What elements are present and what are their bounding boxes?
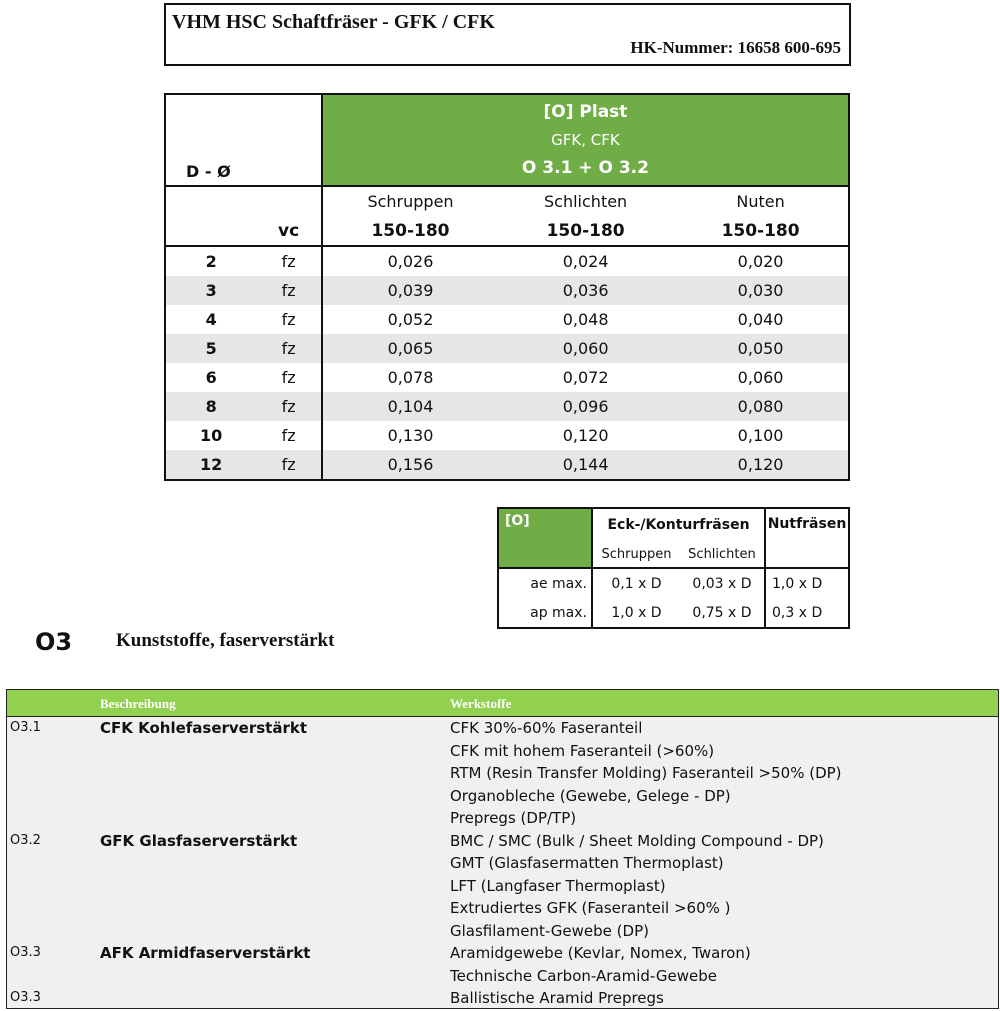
ae-max-schlichten: 0,03 x D (692, 575, 752, 592)
material-werkstoff: Prepregs (DP/TP) (450, 809, 577, 827)
material-werkstoff: Organobleche (Gewebe, Gelege - DP) (450, 786, 731, 805)
value-schlichten: 0,024 (562, 252, 609, 271)
value-nuten: 0,050 (673, 334, 849, 363)
value-schruppen: 0,156 (322, 450, 498, 480)
value-schlichten: 0,060 (498, 334, 673, 363)
list-item (7, 852, 998, 874)
document-title: VHM HSC Schaftfräser - GFK / CFK (172, 11, 495, 33)
table-row (165, 421, 849, 450)
list-item (7, 987, 998, 1009)
ap-max-nut: 0,3 x D (765, 598, 849, 628)
material-werkstoff: LFT (Langfaser Thermoplast) (450, 876, 666, 895)
material-description: CFK Kohlefaserverstärkt (100, 719, 308, 737)
material-code: O3.1 (10, 720, 41, 735)
cutting-data-table (164, 93, 850, 481)
diameter-cell: 3 (165, 276, 256, 305)
vc-value-schlichten: 150-180 (498, 216, 673, 246)
list-item (7, 830, 998, 852)
materials-list (6, 689, 999, 1009)
list-item (7, 965, 998, 987)
diameter-cell: 10 (165, 421, 256, 450)
material-group-title: [O] Plast (543, 102, 628, 122)
material-werkstoff: Glasfilament-Gewebe (DP) (450, 921, 649, 940)
list-item (7, 942, 998, 964)
diameter-label: D - Ø (165, 94, 322, 186)
eck-kontur-header: Eck-/Konturfräsen (607, 517, 750, 533)
unit-cell: fz (256, 246, 322, 276)
ae-max-label: ae max. (498, 568, 592, 598)
unit-cell: fz (256, 450, 322, 480)
diameter-cell: 6 (165, 363, 256, 392)
vc-value-nuten: 150-180 (673, 216, 849, 246)
vc-value-schruppen: 150-180 (322, 216, 498, 246)
material-werkstoff: CFK mit hohem Faseranteil (>60%) (450, 741, 715, 760)
material-code: O3.3 (10, 990, 41, 1005)
ap-max-schruppen: 1,0 x D (611, 604, 662, 621)
table-row (165, 363, 849, 392)
ae-max-nut: 1,0 x D (765, 568, 849, 598)
header-werkstoffe: Werkstoffe (450, 696, 512, 711)
section-title: Kunststoffe, faserverstärkt (116, 630, 335, 651)
material-description: GFK Glasfaserverstärkt (100, 831, 298, 850)
unit-cell: fz (256, 334, 322, 363)
header-beschreibung: Beschreibung (100, 696, 176, 711)
value-schruppen: 0,026 (387, 252, 434, 271)
value-nuten: 0,040 (673, 305, 849, 334)
column-header-schruppen: Schruppen (367, 192, 454, 211)
list-item (7, 897, 998, 919)
value-schruppen: 0,039 (322, 276, 498, 305)
value-schlichten: 0,120 (562, 426, 609, 445)
material-werkstoff: CFK 30%-60% Faseranteil (450, 719, 643, 737)
value-schruppen: 0,078 (387, 368, 434, 387)
value-nuten: 0,020 (673, 246, 849, 276)
material-werkstoff: Aramidgewebe (Kevlar, Nomex, Twaron) (450, 944, 751, 962)
materials-header (7, 690, 998, 717)
table-row (165, 450, 849, 480)
column-header-schlichten: Schlichten (544, 192, 628, 211)
ap-max-label: ap max. (498, 598, 592, 628)
value-schlichten: 0,036 (498, 276, 673, 305)
list-item (7, 920, 998, 942)
material-description: AFK Armidfaserverstärkt (100, 944, 311, 962)
value-schlichten: 0,048 (562, 310, 609, 329)
header-box (164, 3, 851, 66)
value-nuten: 0,030 (673, 276, 849, 305)
value-nuten: 0,100 (673, 421, 849, 450)
hk-number: HK-Nummer: 16658 600-695 (630, 38, 841, 57)
diameter-cell: 2 (165, 246, 256, 276)
table-row (165, 305, 849, 334)
value-schruppen: 0,104 (322, 392, 498, 421)
unit-cell: fz (256, 392, 322, 421)
list-item (7, 717, 998, 739)
material-werkstoff: RTM (Resin Transfer Molding) Faseranteil >50% (DP) (450, 764, 842, 782)
nutfraesen-header: Nutfräsen (765, 508, 849, 568)
value-nuten: 0,120 (673, 450, 849, 480)
value-nuten: 0,080 (673, 392, 849, 421)
unit-cell: fz (256, 276, 322, 305)
value-schlichten: 0,144 (498, 450, 673, 480)
material-group-header (322, 94, 849, 186)
list-item (7, 875, 998, 897)
table-row (165, 392, 849, 421)
unit-cell: fz (256, 305, 322, 334)
material-group-codes: O 3.1 + O 3.2 (521, 158, 649, 178)
material-werkstoff: GMT (Glasfasermatten Thermoplast) (450, 854, 724, 872)
unit-cell: fz (256, 421, 322, 450)
ap-max-schlichten: 0,75 x D (692, 604, 752, 621)
diameter-cell: 12 (165, 450, 256, 480)
list-item (7, 785, 998, 807)
list-item (7, 740, 998, 762)
list-item (7, 762, 998, 784)
engagement-group-label: [O] (498, 508, 592, 568)
material-werkstoff: Technische Carbon-Aramid-Gewebe (450, 966, 717, 985)
material-werkstoff: BMC / SMC (Bulk / Sheet Molding Compound - DP) (450, 831, 824, 850)
value-nuten: 0,060 (673, 363, 849, 392)
diameter-cell: 8 (165, 392, 256, 421)
table-row (165, 276, 849, 305)
engagement-sub-schruppen: Schruppen (592, 541, 680, 568)
value-schruppen: 0,130 (387, 426, 434, 445)
table-row (165, 246, 849, 276)
table-row (165, 334, 849, 363)
material-werkstoff: Extrudiertes GFK (Faseranteil >60% ) (450, 899, 731, 917)
ae-max-schruppen: 0,1 x D (611, 575, 662, 592)
material-werkstoff: Ballistische Aramid Prepregs (450, 989, 664, 1007)
engagement-table (497, 507, 850, 629)
material-group-sub: GFK, CFK (551, 131, 620, 149)
engagement-sub-schlichten: Schlichten (680, 541, 765, 568)
diameter-cell: 5 (165, 334, 256, 363)
material-code: O3.2 (10, 832, 41, 848)
material-code: O3.3 (10, 945, 41, 960)
value-schruppen: 0,052 (387, 310, 434, 329)
vc-label: vc (256, 216, 322, 246)
column-header-nuten: Nuten (673, 186, 849, 216)
section-code: O3 (35, 628, 73, 656)
unit-cell: fz (256, 363, 322, 392)
list-item (7, 807, 998, 829)
diameter-cell: 4 (165, 305, 256, 334)
value-schlichten: 0,096 (498, 392, 673, 421)
value-schruppen: 0,065 (322, 334, 498, 363)
value-schlichten: 0,072 (562, 368, 609, 387)
